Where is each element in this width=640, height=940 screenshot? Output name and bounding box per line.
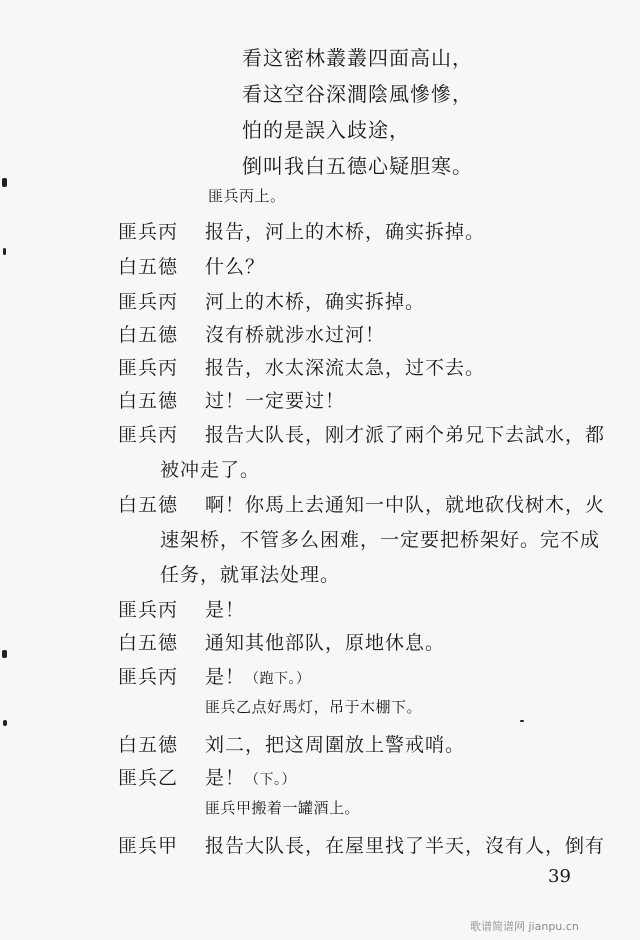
- speaker-name: 匪兵丙: [118, 357, 179, 379]
- speaker-name: 匪兵乙: [118, 767, 179, 789]
- inline-stage-note: （跑下。）: [245, 671, 311, 687]
- dialogue-line: 报告，河上的木桥，确实拆掉。: [205, 221, 486, 243]
- verse-line: 倒叫我白五德心疑胆寒。: [242, 154, 473, 178]
- speaker-name: 白五德: [118, 256, 179, 278]
- inline-stage-note: （下。）: [245, 772, 297, 788]
- speaker-name: 白五德: [118, 324, 179, 346]
- dialogue-line: 沒有桥就涉水过河！: [205, 324, 386, 346]
- watermark-text: 歌谱简谱网 jianpu.cn: [470, 920, 579, 933]
- speaker-name: 匪兵丙: [118, 424, 179, 446]
- speaker-name: 匪兵丙: [118, 291, 179, 313]
- dialogue-line: [205, 662, 311, 689]
- page-number: 39: [548, 866, 571, 887]
- speaker-name: 白五德: [118, 390, 179, 412]
- dialogue-line: 什么？: [205, 256, 266, 278]
- dialogue-line: 通知其他部队，原地休息。: [205, 632, 446, 654]
- dialogue-line: 河上的木桥，确实拆掉。: [205, 291, 426, 313]
- scan-speck: [2, 178, 7, 187]
- verse-line: 看这空谷深澗陰風慘慘，: [242, 82, 473, 106]
- stage-direction: 匪兵丙上。: [208, 187, 286, 205]
- scan-speck: [3, 248, 6, 255]
- verse-line: 看这密林叢叢四面高山，: [242, 46, 473, 70]
- dialogue-text: 是！: [205, 666, 246, 688]
- speaker-name: 匪兵丙: [118, 599, 179, 621]
- dialogue-line: 速架桥，不管多么困难，一定要把桥架好。完不成: [160, 529, 601, 551]
- dialogue-line: 过！一定要过！: [205, 390, 346, 412]
- dialogue-line: 报告大队長，在屋里找了半天，沒有人，倒有: [205, 835, 606, 857]
- dialogue-text: 是！: [205, 767, 246, 789]
- dialogue-line: 是！: [205, 599, 246, 621]
- speaker-name: 匪兵丙: [118, 221, 179, 243]
- speaker-name: 白五德: [118, 734, 179, 756]
- dialogue-line: 啊！你馬上去通知一中队，就地砍伐树木，火: [205, 494, 606, 516]
- speaker-name: 匪兵丙: [118, 666, 179, 688]
- dialogue-line: 刘二，把这周圍放上警戒哨。: [205, 734, 466, 756]
- speaker-name: 白五德: [118, 494, 179, 516]
- scan-speck: [520, 720, 524, 722]
- stage-direction: 匪兵乙点好馬灯，吊于木棚下。: [205, 698, 423, 716]
- dialogue-line: [205, 763, 296, 790]
- scan-speck: [2, 650, 7, 658]
- speaker-name: 白五德: [118, 632, 179, 654]
- dialogue-line: 任务，就軍法处理。: [160, 564, 341, 586]
- dialogue-line: 报告大队長，刚才派了兩个弟兄下去試水，都: [205, 424, 606, 446]
- speaker-name: 匪兵甲: [118, 835, 179, 857]
- scan-speck: [3, 720, 7, 726]
- verse-line: 怕的是誤入歧途，: [242, 118, 410, 142]
- dialogue-line: 被冲走了。: [160, 459, 261, 481]
- dialogue-line: 报告，水太深流太急，过不去。: [205, 357, 486, 379]
- stage-direction: 匪兵甲搬着一罐酒上。: [205, 799, 361, 817]
